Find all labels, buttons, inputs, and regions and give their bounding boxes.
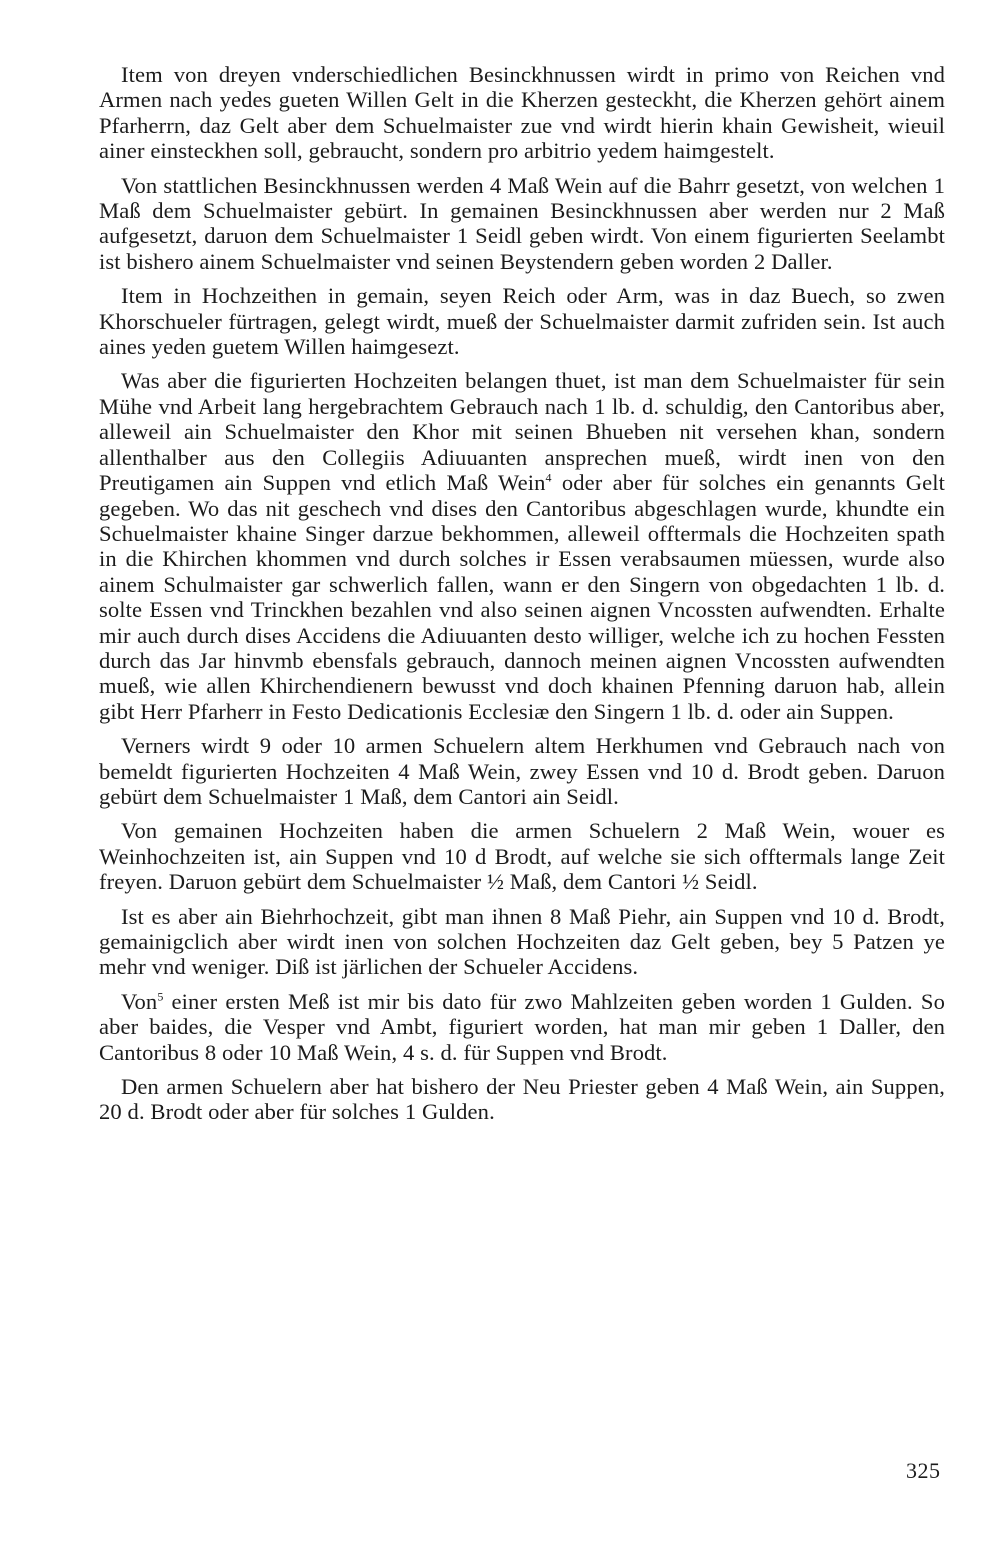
paragraph-4-text-after: oder aber für solches ein genannts Gelt gegeben. Wo das nit geschech vnd dises den Cantoribus abgeschlagen wurde, khundte ein Schuelmaister khaine Singer darzue bekhommen, alleweil offtermals die Hochzeiten spath in die Khirchen khommen vnd durch solches ir Essen verabsaumen müessen, wurde also ainem Schulmaister gar schwerlich fallen, wann er den Singern von obgedachten 1 lb. d. solte Essen vnd Trinckhen bezahlen vnd also seinen aignen Vncossten aufwendten. Erhalte mir auch durch dises Accidens die Adiuuanten desto williger, welche ich zu hochen Fessten durch das Jar hinvmb ebensfals gebrauch, dannoch meinen aignen Vncossten aufwendten mueß, wie allen Khirchendienern bewusst vnd doch khainen Pfenning daruon hab, allein gibt Herr Pfarherr in Festo Dedicationis Ecclesiæ den Singern 1 lb. d. oder ain Suppen. — [99, 470, 946, 724]
footnote-marker-4: 4 — [545, 470, 552, 485]
paragraph-8-text-before: Von — [121, 988, 158, 1014]
paragraph-2: Von stattlichen Besinckhnussen werden 4 Maß Wein auf die Bahrr gesetzt, von welchen 1 Maß dem Schuelmaister gebürt. In gemainen Besinckhnussen aber werden nur 2 Maß aufgesetzt, daruon dem Schuelmaister 1 Seidl geben wirdt. Von einem figurierten Seelambt ist bishero ainem Schuelmaister vnd seinen Beystendern geben worden 2 Daller. — [99, 172, 945, 274]
paragraph-6: Von gemainen Hochzeiten haben die armen Schuelern 2 Maß Wein, wouer es Weinhochzeiten ist, ain Suppen vnd 10 d Brodt, auf welche sie sich offtermals lange Zeit freyen. Daruon gebürt dem Schuelmaister ½ Maß, dem Cantori ½ Seidl. — [99, 818, 945, 895]
page-body — [99, 62, 945, 1134]
paragraph-8-text-after: einer ersten Meß ist mir bis dato für zwo Mahlzeiten geben worden 1 Gulden. So aber baides, die Vesper vnd Ambt, figuriert worden, hat man mir geben 1 Daller, den Cantoribus 8 oder 10 Maß Wein, 4 s. d. für Suppen vnd Brodt. — [99, 988, 945, 1065]
paragraph-1: Item von dreyen vnderschiedlichen Besinckhnussen wirdt in primo von Reichen vnd Armen nach yedes gueten Willen Gelt in die Kherzen gesteckht, die Kherzen gehört ainem Pfarherrn, daz Gelt aber dem Schuelmaister zue vnd wirdt hierin khain Gewisheit, wieuil ainer einsteckhen soll, gebraucht, sondern pro arbitrio yedem haimgestelt. — [99, 62, 945, 164]
paragraph-3: Item in Hochzeithen in gemain, seyen Reich oder Arm, was in daz Buech, so zwen Khorschueler fürtragen, gelegt wirdt, mueß der Schuelmaister darmit zufriden sein. Ist auch aines yeden guetem Willen haimgesezt. — [99, 283, 945, 360]
paragraph-9: Den armen Schuelern aber hat bishero der Neu Priester geben 4 Maß Wein, ain Suppen, 20 d. Brodt oder aber für solches 1 Gulden. — [99, 1074, 945, 1125]
paragraph-8 — [99, 989, 945, 1065]
page-number: 325 — [906, 1458, 941, 1483]
paragraph-4-text-before: Was aber die figurierten Hochzeiten belangen thuet, ist man dem Schuelmaister für sein Mühe vnd Arbeit lang hergebrachtem Gebrauch nach 1 lb. d. schuldig, den Cantoribus aber, alleweil ain Schuelmaister den Khor mit seinen Bhueben nit versehen khan, sondern allenthalber aus den Collegiis Adiuuanten ansprechen mueß, wirdt inen von den Preutigamen ain Suppen vnd etlich Maß Wein — [99, 368, 945, 496]
paragraph-4 — [99, 368, 945, 724]
paragraph-5: Verners wirdt 9 oder 10 armen Schuelern altem Herkhumen vnd Gebrauch nach von bemeldt figurierten Hochzeiten 4 Maß Wein, zwey Essen vnd 10 d. Brodt geben. Daruon gebürt dem Schuelmaister 1 Maß, dem Cantori ain Seidl. — [99, 733, 945, 809]
footnote-marker-5: 5 — [157, 989, 164, 1004]
paragraph-7: Ist es aber ain Biehrhochzeit, gibt man ihnen 8 Maß Piehr, ain Suppen vnd 10 d. Brodt, gemainigclich aber wirdt inen von solchen Hochzeiten daz Gelt geben, bey 5 Patzen ye mehr vnd weniger. Diß ist järlichen der Schueler Accidens. — [99, 903, 945, 980]
